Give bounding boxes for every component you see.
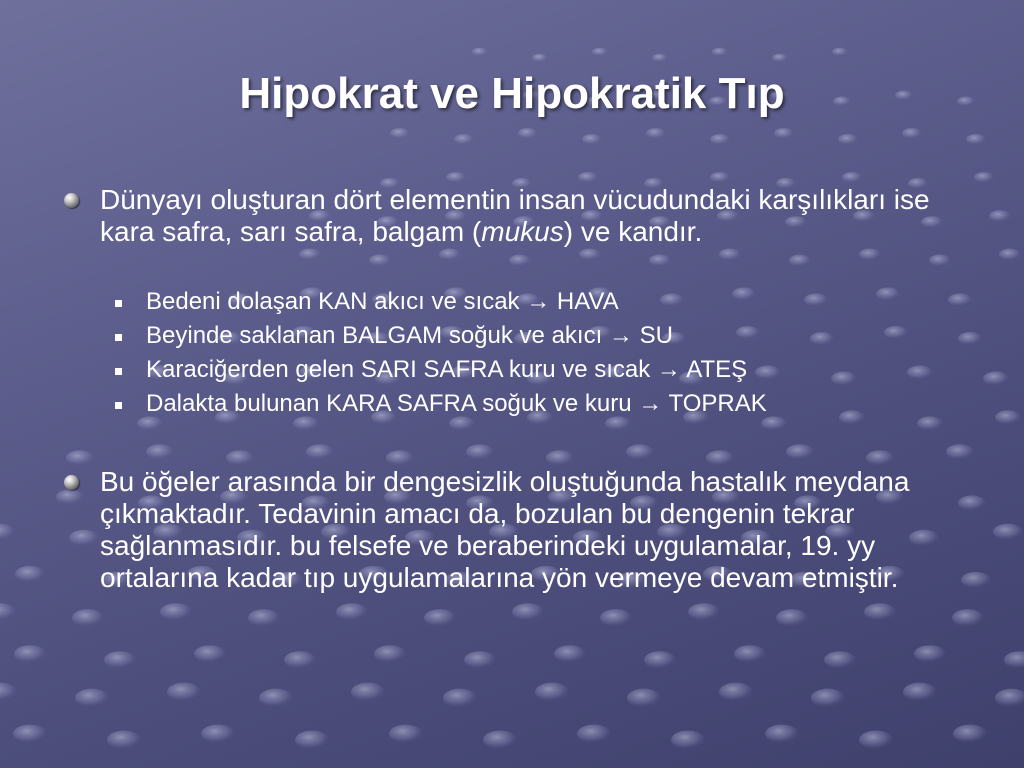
bullet-elements-text-end: ) ve kandır. xyxy=(563,216,703,247)
bullet-elements-text-start: Dünyayı oluşturan dört elementin insan vücudundaki karşılıkları ise kara safra, sarı safra, balgam ( xyxy=(100,184,930,247)
bullet-elements-italic: mukus xyxy=(481,216,564,247)
list-item xyxy=(146,387,966,421)
list-item-text: Dalakta bulunan KARA SAFRA soğuk ve kuru → TOPRAK xyxy=(146,390,767,417)
list-item-text: Karaciğerden gelen SARI SAFRA kuru ve sıcak → ATEŞ xyxy=(146,356,748,383)
list-item xyxy=(146,319,966,353)
slide-title: Hipokrat ve Hipokratik Tıp xyxy=(239,69,785,118)
list-item-text: Beyinde saklanan BALGAM soğuk ve akıcı → SU xyxy=(146,322,673,349)
bullet-ball-icon xyxy=(64,193,79,208)
bullet-ball-icon xyxy=(64,475,79,490)
list-item-text: Bedeni dolaşan KAN akıcı ve sıcak → HAVA xyxy=(146,288,619,315)
bullet-imbalance-text: Bu öğeler arasında bir dengesizlik oluştuğunda hastalık meydana çıkmaktadır. Tedavinin amacı da, bozulan bu dengenin tekrar sağlanmasıdır. bu felsefe ve beraberindeki uygulamalar, 19. yy ortalarına kadar tıp uygulamalarına yön vermeye devam etmiştir. xyxy=(100,466,910,593)
bullet-elements xyxy=(100,184,960,248)
square-bullet-icon xyxy=(115,300,122,307)
list-item xyxy=(146,353,966,387)
square-bullet-icon xyxy=(115,402,122,409)
square-bullet-icon xyxy=(115,334,122,341)
humors-list xyxy=(146,285,966,421)
bullet-imbalance xyxy=(100,466,960,594)
square-bullet-icon xyxy=(115,368,122,375)
list-item xyxy=(146,285,966,319)
